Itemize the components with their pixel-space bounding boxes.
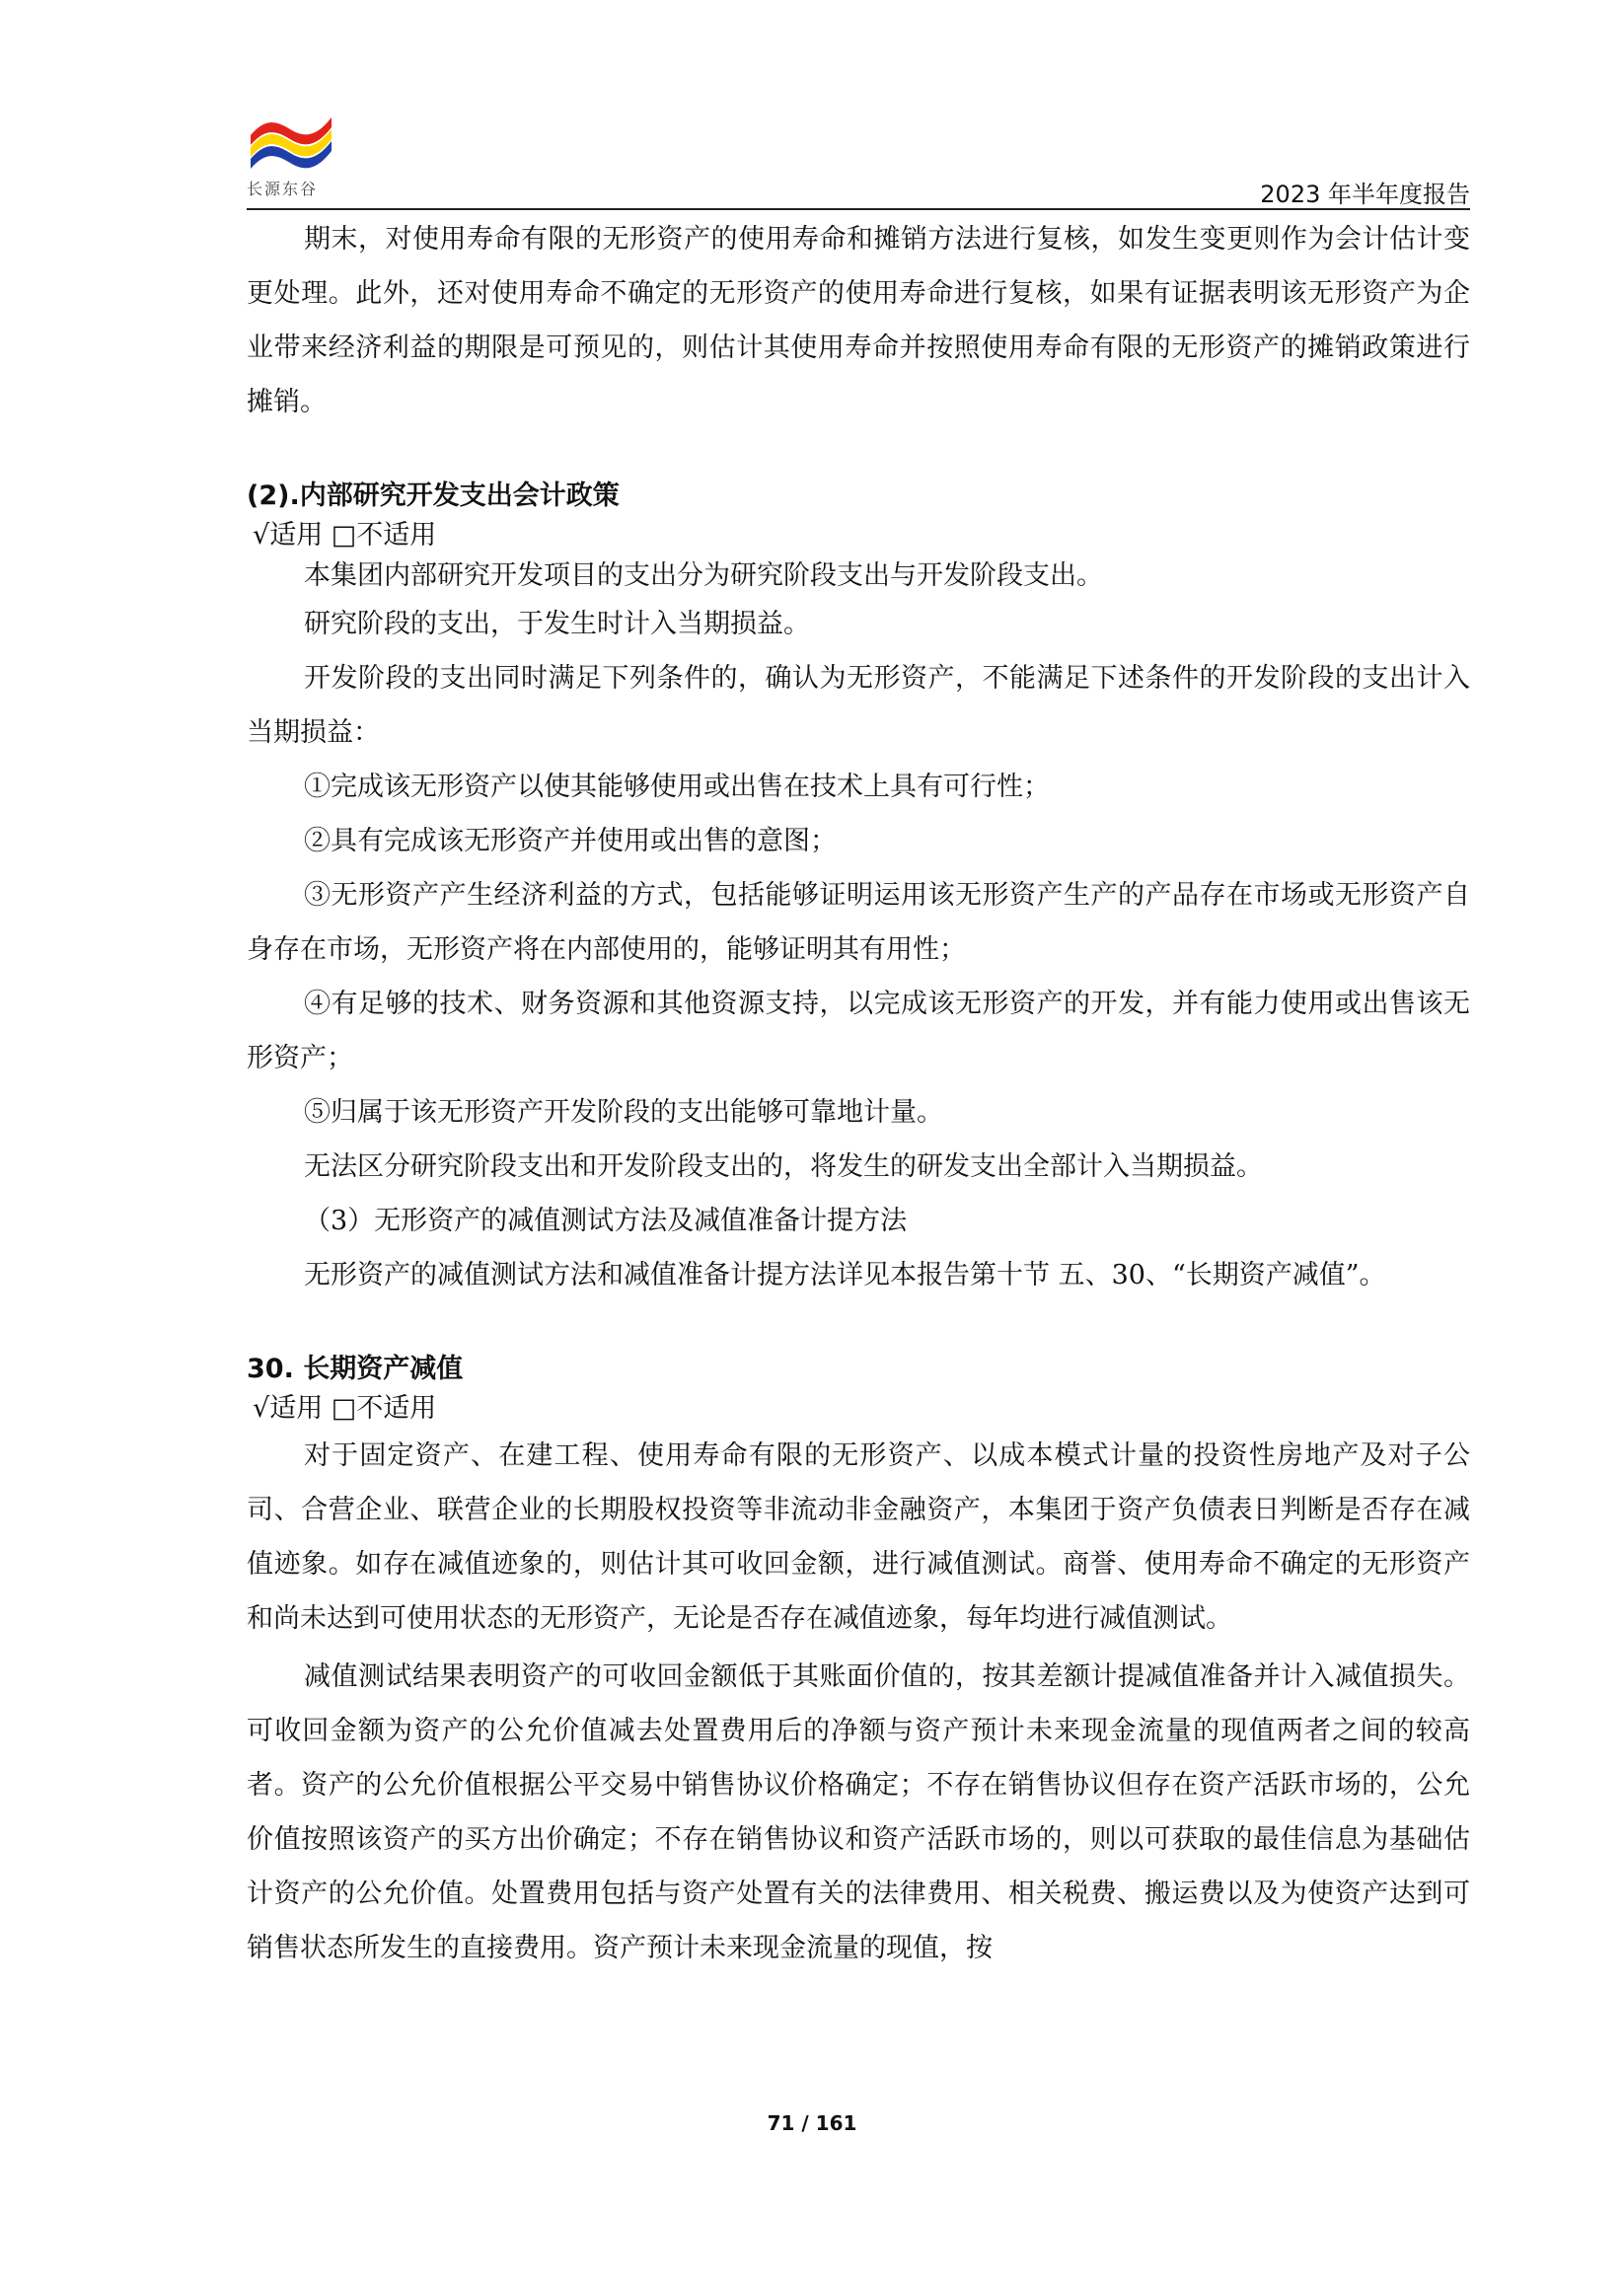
paragraph-rd-1: 本集团内部研究开发项目的支出分为研究阶段支出与开发阶段支出。 — [304, 560, 1103, 591]
page-number: 71 / 161 — [767, 2111, 857, 2135]
paragraph-rd-3: 开发阶段的支出同时满足下列条件的，确认为无形资产，不能满足下述条件的开发阶段的支出计入当期损益： — [247, 663, 1470, 748]
paragraph-amortization-review: 期末，对使用寿命有限的无形资产的使用寿命和摊销方法进行复核，如发生变更则作为会计估计变更处理。此外，还对使用寿命不确定的无形资产的使用寿命进行复核，如果有证据表明该无形资产为企业带来经济利益的期限是可预见的，则估计其使用寿命并按照使用寿命有限的无形资产的摊销政策进行摊销。 — [247, 224, 1470, 417]
company-logo — [247, 113, 341, 202]
paragraph-rd-5: 无形资产的减值测试方法和减值准备计提方法详见本报告第十节 五、30、“长期资产减值”。 — [304, 1260, 1386, 1290]
header-divider — [247, 208, 1470, 210]
paragraph-impairment-2: 减值测试结果表明资产的可收回金额低于其账面价值的，按其差额计提减值准备并计入减值损失。可收回金额为资产的公允价值减去处置费用后的净额与资产预计未来现金流量的现值两者之间的较高者。资产的公允价值根据公平交易中销售协议价格确定；不存在销售协议但存在资产活跃市场的，公允价值按照该资产的买方出价确定；不存在销售协议和资产活跃市场的，则以可获取的最佳信息为基础估计资产的公允价值。处置费用包括与资产处置有关的法律费用、相关税费、搬运费以及为使资产达到可销售状态所发生的直接费用。资产预计未来现金流量的现值，按 — [247, 1661, 1470, 1963]
applicability-checkbox-impairment: √适用 □不适用 — [253, 1393, 437, 1424]
page-header — [247, 113, 1470, 208]
condition-item-3: ③无形资产产生经济利益的方式，包括能够证明运用该无形资产生产的产品存在市场或无形资产自身存在市场，无形资产将在内部使用的，能够证明其有用性； — [247, 880, 1470, 965]
paragraph-impairment-1: 对于固定资产、在建工程、使用寿命有限的无形资产、以成本模式计量的投资性房地产及对子公司、合营企业、联营企业的长期股权投资等非流动非金融资产，本集团于资产负债表日判断是否存在减值迹象。如存在减值迹象的，则估计其可收回金额，进行减值测试。商誉、使用寿命不确定的无形资产和尚未达到可使用状态的无形资产，无论是否存在减值迹象，每年均进行减值测试。 — [247, 1440, 1470, 1634]
sub-heading-impairment-method: （3）无形资产的减值测试方法及减值准备计提方法 — [304, 1206, 908, 1236]
report-title: 2023 年半年度报告 — [1260, 181, 1470, 208]
condition-item-4: ④有足够的技术、财务资源和其他资源支持，以完成该无形资产的开发，并有能力使用或出售该无形资产； — [247, 989, 1470, 1073]
condition-item-2: ②具有完成该无形资产并使用或出售的意图； — [304, 826, 837, 856]
section-heading-rd-policy: (2).内部研究开发支出会计政策 — [247, 480, 620, 511]
condition-item-5: ⑤归属于该无形资产开发阶段的支出能够可靠地计量。 — [304, 1097, 943, 1128]
logo-text: 长源东谷 — [247, 180, 319, 198]
applicability-checkbox-rd: √适用 □不适用 — [253, 520, 437, 551]
page-content — [247, 212, 1470, 1975]
logo-wave-icon — [247, 113, 341, 175]
condition-item-1: ①完成该无形资产以使其能够使用或出售在技术上具有可行性； — [304, 772, 1050, 802]
section-heading-long-term-impairment: 30. 长期资产减值 — [247, 1354, 464, 1384]
paragraph-rd-4: 无法区分研究阶段支出和开发阶段支出的，将发生的研发支出全部计入当期损益。 — [304, 1151, 1263, 1182]
paragraph-rd-2: 研究阶段的支出，于发生时计入当期损益。 — [304, 609, 810, 639]
